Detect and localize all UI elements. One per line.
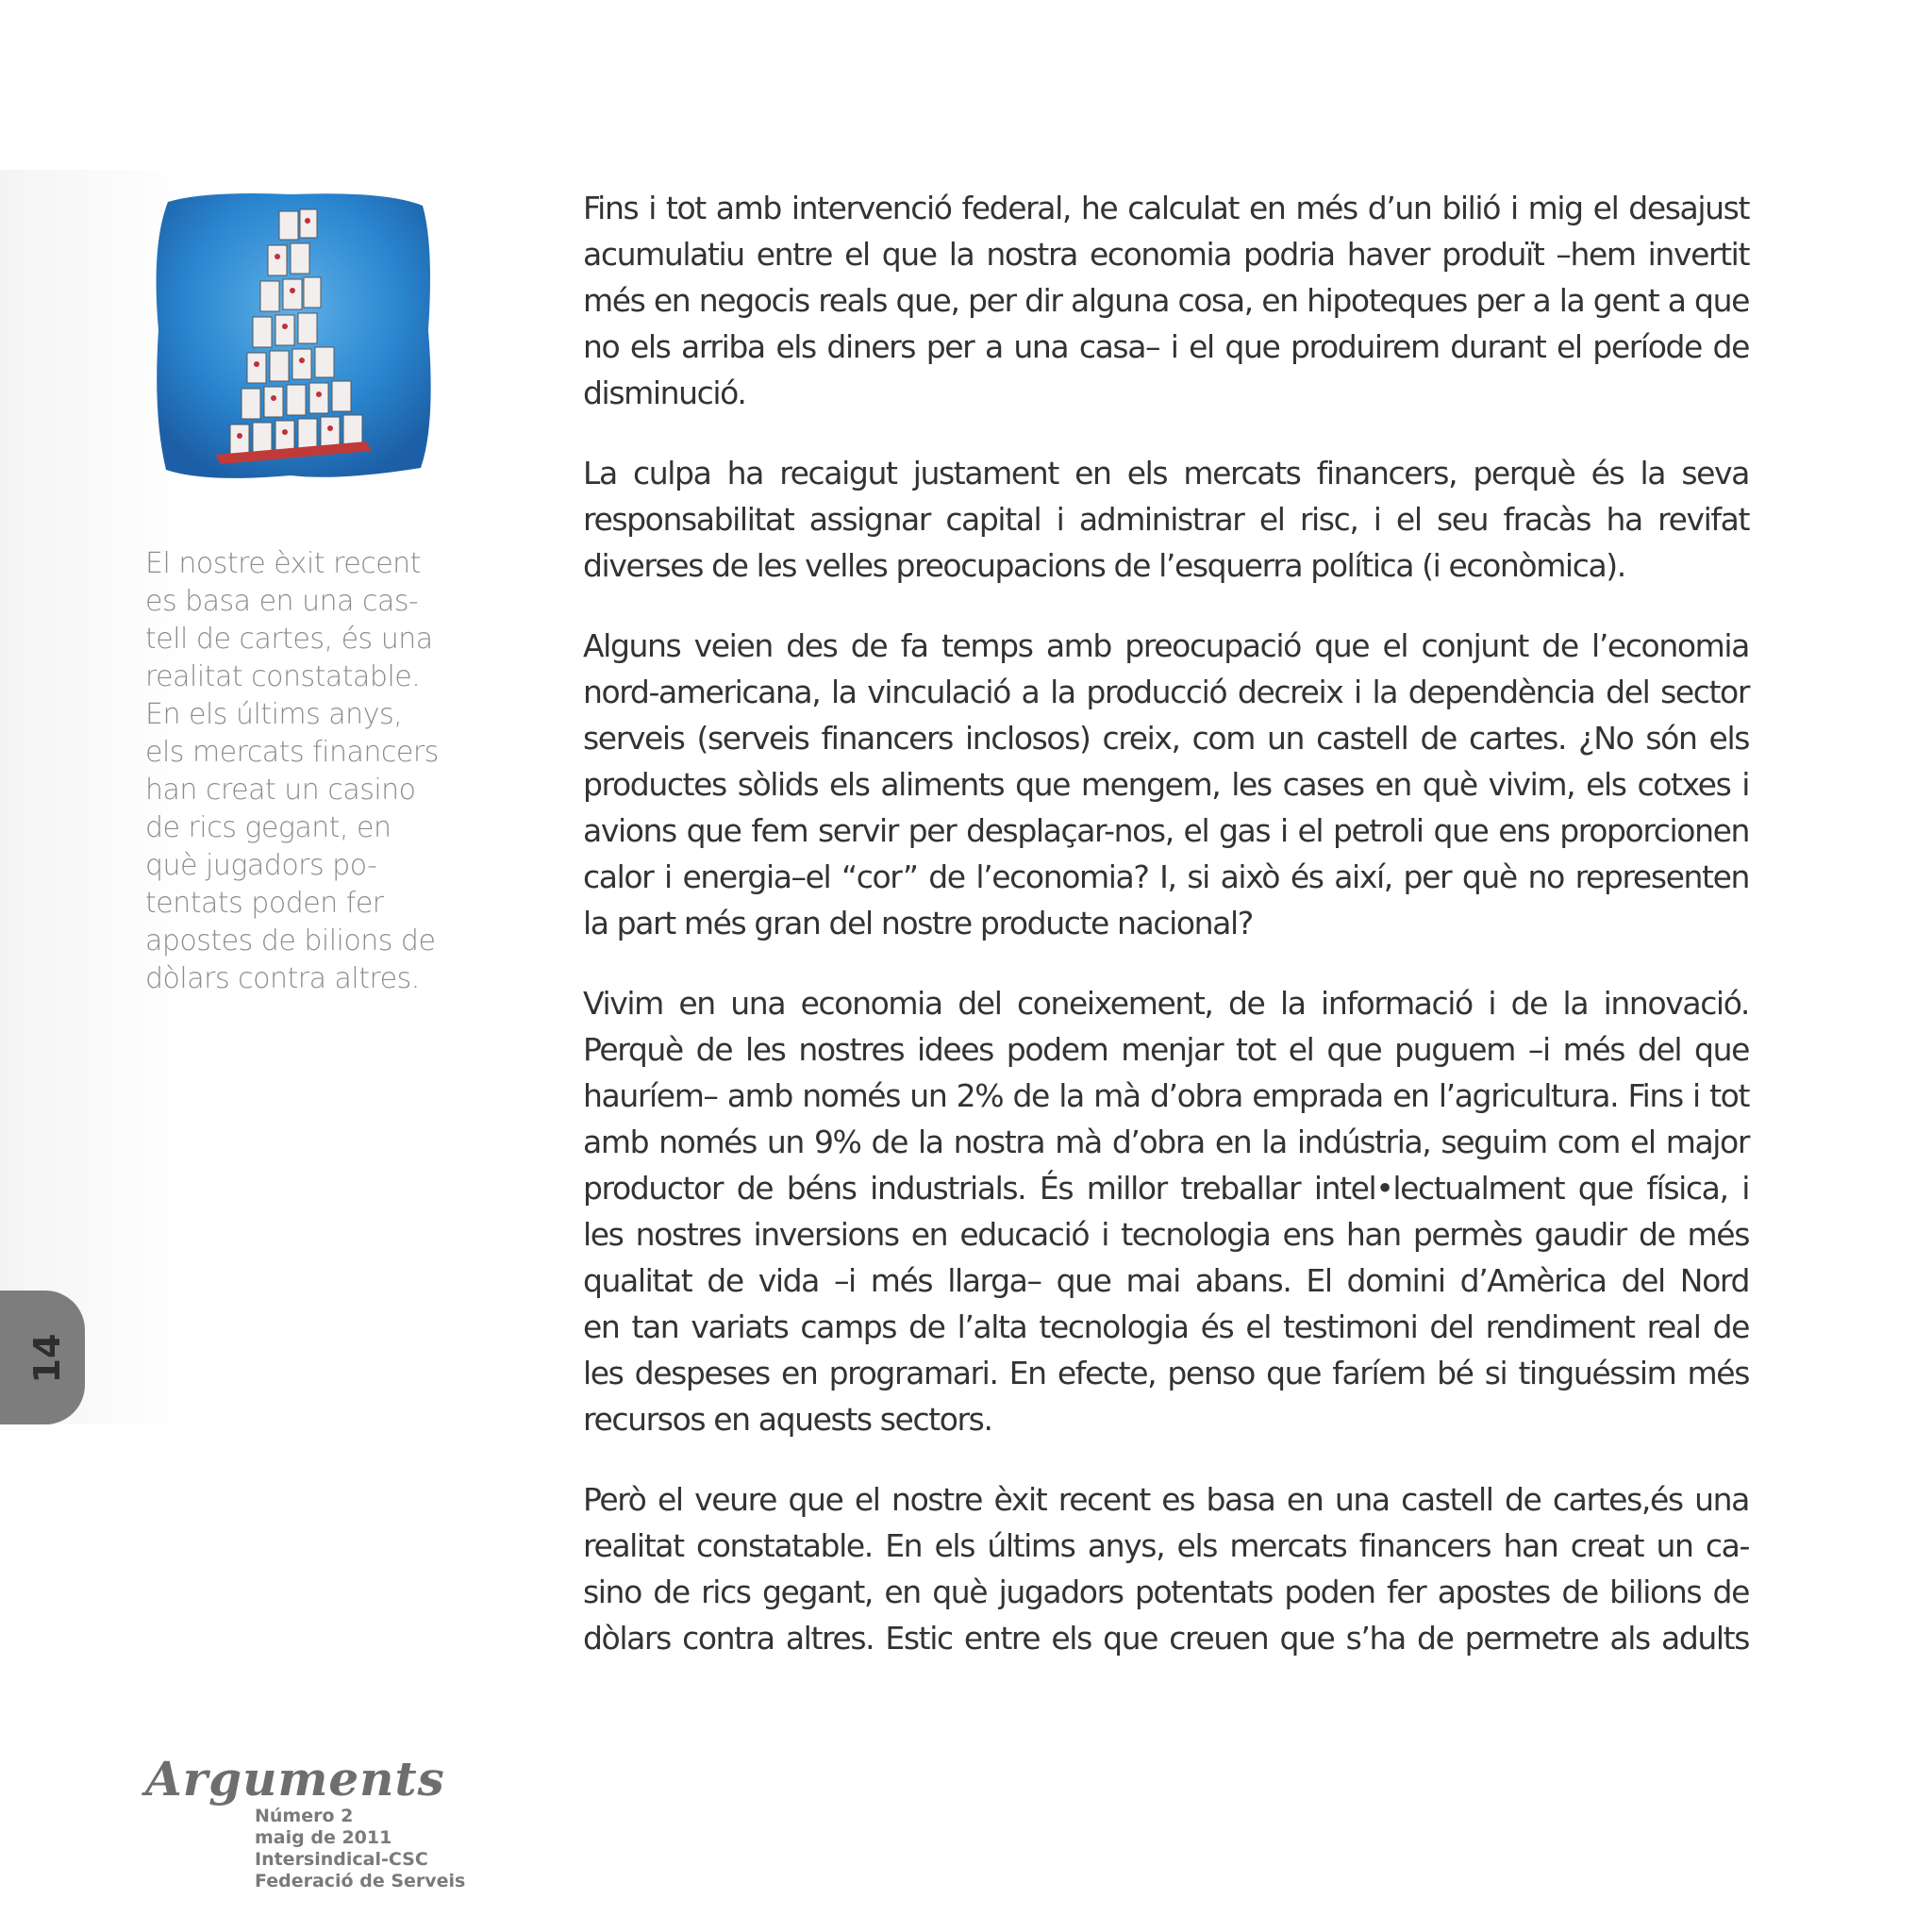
text-line: avions que fem servir per desplaçar-nos, el gas i el petroli que ens proporcionen [583, 812, 1749, 849]
caption-line: de rics gegant, en [145, 811, 391, 844]
page-number-tab [0, 1291, 85, 1424]
issue-date: maig de 2011 [255, 1827, 392, 1848]
article-body [583, 185, 1749, 1695]
text-line: les despeses en programari. En efecte, penso que faríem bé si tinguéssim més [583, 1355, 1749, 1391]
caption-line: tentats poden fer [145, 887, 384, 920]
text-line: serveis (serveis financers inclosos) creix, com un castell de cartes. ¿No són els [583, 720, 1749, 757]
text-line: realitat constatable. En els últims anys, els mercats financers han creat un ca- [583, 1527, 1749, 1564]
caption-line: apostes de bilions de [145, 924, 436, 958]
text-line: Vivim en una economia del coneixement, de la informació i de la innovació. [583, 985, 1749, 1022]
text-line: no els arriba els diners per a una casa– i el que produirem durant el període de [583, 328, 1749, 365]
text-line: més en negocis reals que, per dir alguna cosa, en hipoteques per a la gent a que [583, 282, 1749, 319]
paragraph-1 [583, 185, 1749, 416]
caption-line: tell de cartes, és una [145, 623, 433, 656]
issue-number: Número 2 [255, 1806, 354, 1826]
text-line: en tan variats camps de l’alta tecnologia és el testimoni del rendiment real de [583, 1308, 1749, 1345]
text-line: productes sòlids els aliments que mengem, les cases en què vivim, els cotxes i [583, 766, 1749, 803]
caption-line: què jugadors po- [145, 849, 377, 882]
caption-line: En els últims anys, [145, 698, 403, 731]
caption-line: El nostre èxit recent [145, 547, 421, 580]
text-line: qualitat de vida –i més llarga– que mai abans. El domini d’Amèrica del Nord [583, 1262, 1749, 1299]
text-line: acumulatiu entre el que la nostra economia podria haver produït –hem invertit [583, 236, 1749, 273]
text-line: Perquè de les nostres idees podem menjar tot el que puguem –i més del que [583, 1031, 1749, 1068]
text-line: diverses de les velles preocupacions de l’esquerra política (i econòmica). [583, 547, 1625, 584]
text-line: La culpa ha recaigut justament en els mercats financers, perquè és la seva [583, 455, 1749, 491]
caption-line: es basa en una cas- [145, 585, 419, 618]
text-line: Però el veure que el nostre èxit recent es basa en una castell de cartes,és una [583, 1481, 1749, 1518]
text-line: sino de rics gegant, en què jugadors potentats poden fer apostes de bilions de [583, 1574, 1749, 1610]
paragraph-2 [583, 450, 1749, 589]
page-number: 14 [26, 1333, 68, 1384]
paragraph-4 [583, 980, 1749, 1442]
text-line: Fins i tot amb intervenció federal, he calculat en més d’un bilió i mig el desajust [583, 190, 1749, 226]
text-line: dòlars contra altres. Estic entre els que creuen que s’ha de permetre als adults [583, 1620, 1749, 1657]
sidebar-caption [145, 545, 438, 998]
text-line: la part més gran del nostre producte nacional? [583, 905, 1253, 941]
text-line: amb només un 9% de la nostra mà d’obra en la indústria, seguim com el major [583, 1124, 1749, 1160]
issue-info [255, 1806, 466, 1892]
text-line: hauríem– amb només un 2% de la mà d’obra emprada en l’agricultura. Fins i tot [583, 1077, 1749, 1114]
text-line: productor de béns industrials. És millor treballar intel•lectualment que física, i [583, 1170, 1749, 1207]
caption-line: han creat un casino [145, 774, 416, 807]
text-line: Alguns veien des de fa temps amb preocupació que el conjunt de l’economia [583, 627, 1749, 664]
federation: Federació de Serveis [255, 1871, 466, 1891]
publication-footer [145, 1753, 466, 1892]
text-line: recursos en aquests sectors. [583, 1401, 992, 1438]
text-line: nord-americana, la vinculació a la producció decreix i la dependència del sector [583, 674, 1749, 710]
text-line: disminució. [583, 375, 746, 411]
caption-line: dòlars contra altres. [145, 962, 420, 995]
house-of-cards-illustration [149, 189, 436, 483]
publisher: Intersindical-CSC [255, 1849, 428, 1870]
paragraph-3 [583, 623, 1749, 946]
paragraph-5 [583, 1476, 1749, 1661]
caption-line: els mercats financers [145, 736, 439, 769]
arguments-logo: Arguments [145, 1751, 445, 1807]
caption-line: realitat constatable. [145, 660, 421, 693]
text-line: calor i energia–el “cor” de l’economia? I, si això és així, per què no representen [583, 858, 1749, 895]
text-line: les nostres inversions en educació i tecnologia ens han permès gaudir de més [583, 1216, 1749, 1253]
text-line: responsabilitat assignar capital i administrar el risc, i el seu fracàs ha revifat [583, 501, 1749, 538]
